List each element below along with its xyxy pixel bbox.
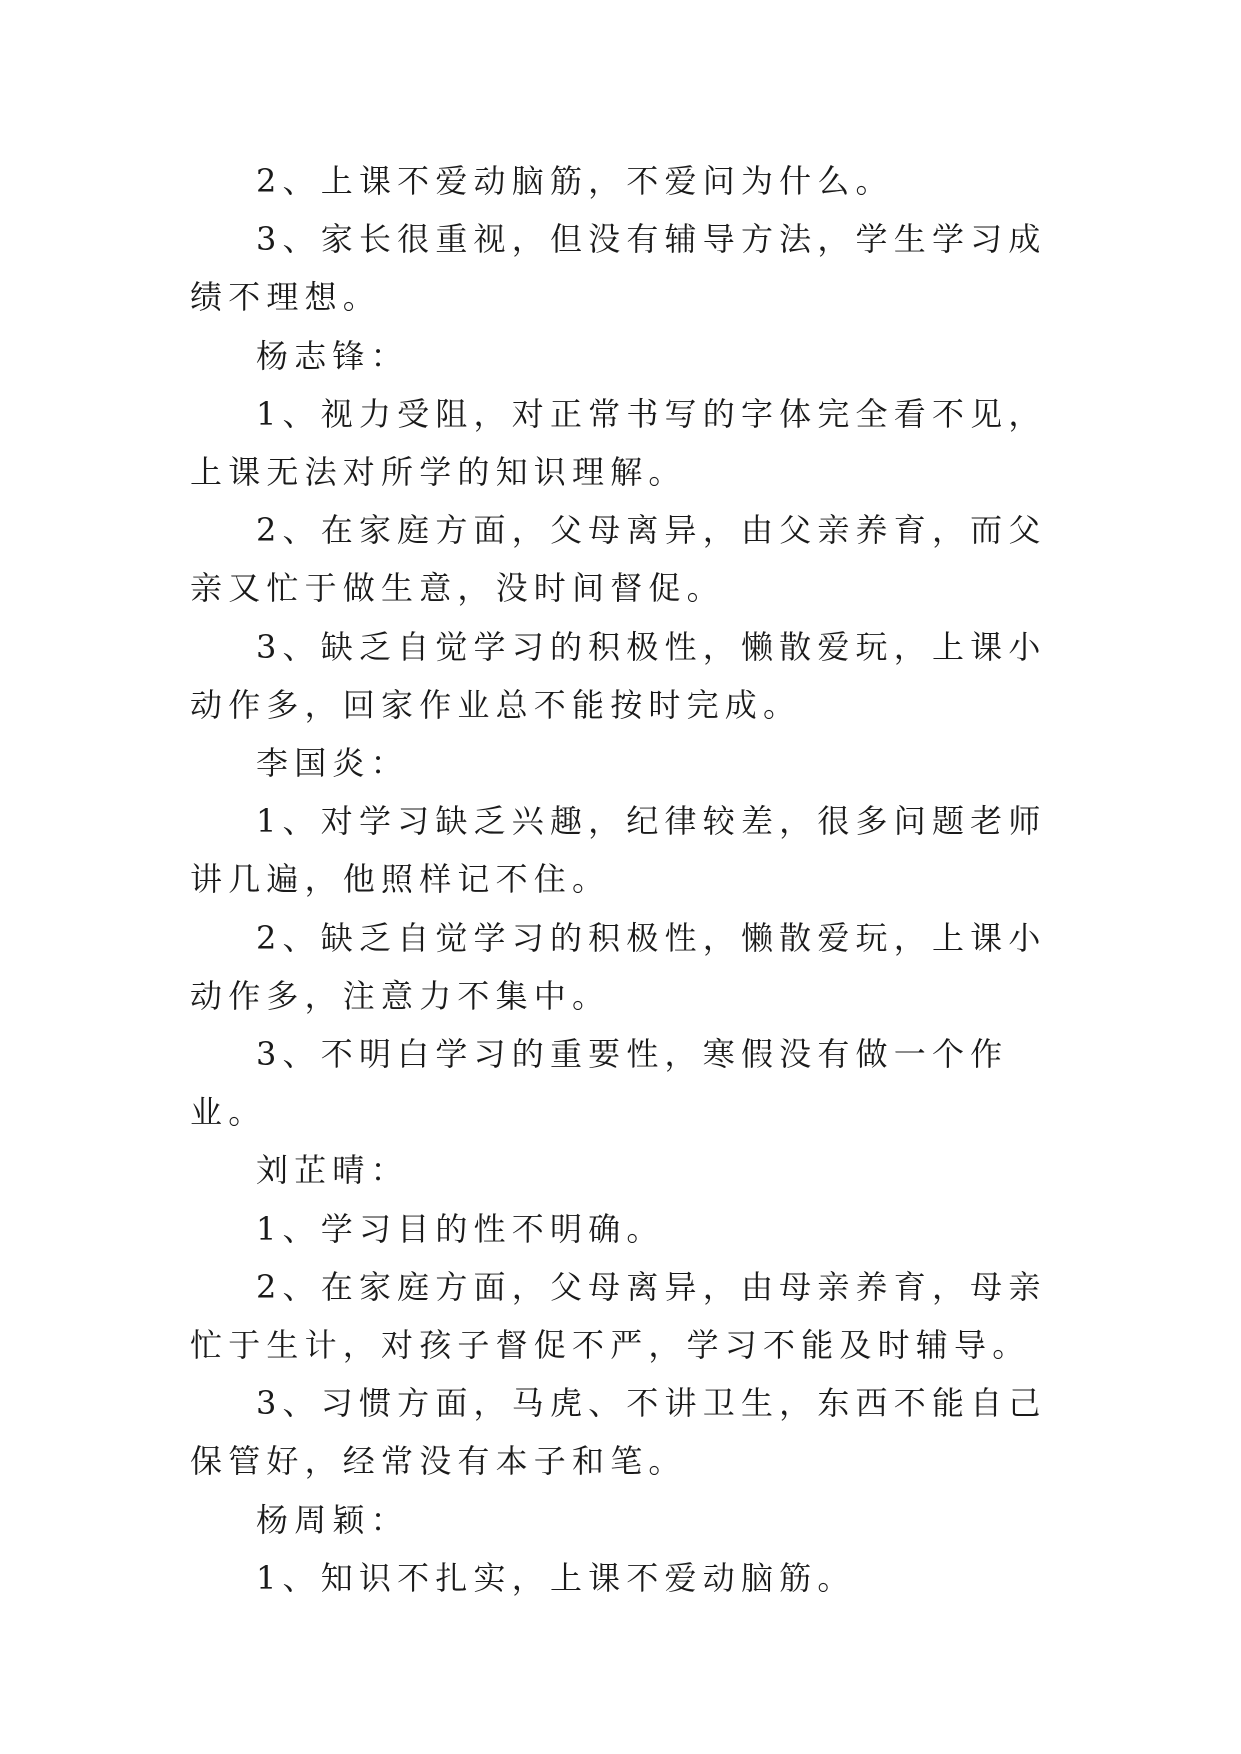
- paragraph-5: 3、缺乏自觉学习的积极性，懒散爱玩，上课小动作多，回家作业总不能按时完成。: [190, 627, 1047, 724]
- student-name-heading: 刘芷晴：: [256, 1151, 409, 1190]
- paragraph-8: 3、不明白学习的重要性，寒假没有做一个作业。: [190, 1035, 1009, 1132]
- paragraph-3: 1、视力受阻，对正常书写的字体完全看不见，上课无法对所学的知识理解。: [190, 394, 1047, 492]
- paragraph-4: 2、在家庭方面，父母离异，由父亲养育，而父亲又忙于做生意，没时间督促。: [190, 511, 1047, 608]
- document-body: [190, 152, 1070, 1607]
- paragraph-2: 3、家长很重视，但没有辅导方法，学生学习成绩不理想。: [190, 220, 1047, 317]
- paragraph-11: 3、习惯方面，马虎、不讲卫生，东西不能自己保管好，经常没有本子和笔。: [190, 1384, 1047, 1481]
- paragraph-10: 2、在家庭方面，父母离异，由母亲养育，母亲忙于生计，对孩子督促不严，学习不能及时辅导。: [190, 1267, 1047, 1365]
- paragraph-12: 1、知识不扎实，上课不爱动脑筋。: [256, 1558, 856, 1597]
- student-name-heading: 李国炎：: [256, 744, 409, 783]
- student-name-heading: 杨志锋：: [256, 336, 409, 375]
- paragraph-9: 1、学习目的性不明确。: [256, 1209, 665, 1248]
- paragraph-6: 1、对学习缺乏兴趣，纪律较差，很多问题老师讲几遍，他照样记不住。: [190, 802, 1047, 899]
- paragraph-7: 2、缺乏自觉学习的积极性，懒散爱玩，上课小动作多，注意力不集中。: [190, 918, 1047, 1015]
- student-name-heading: 杨周颖：: [256, 1500, 409, 1539]
- paragraph-1: 2、上课不爱动脑筋，不爱问为什么。: [256, 162, 894, 200]
